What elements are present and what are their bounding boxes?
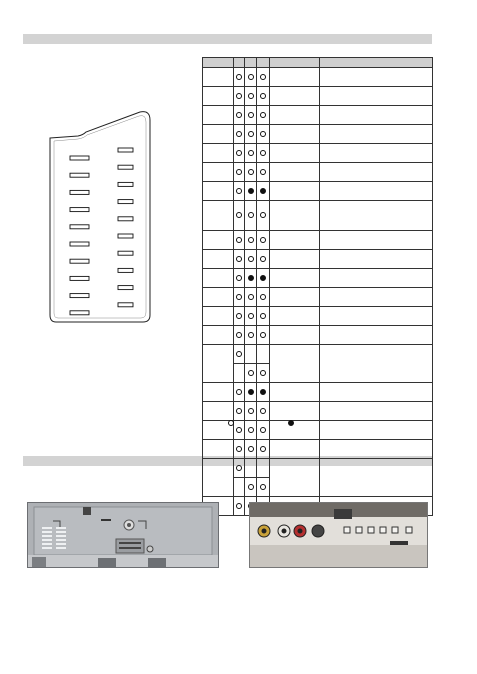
signal-cell [257, 87, 270, 106]
signal-cell [257, 459, 270, 478]
scart-pin [70, 311, 89, 315]
open-circle-icon [248, 74, 254, 80]
table-row [203, 440, 433, 459]
signal-cell [234, 269, 245, 288]
signal-cell [234, 459, 245, 478]
table-header-cell [234, 58, 245, 68]
filled-circle-icon [260, 275, 266, 281]
open-circle-icon [236, 150, 242, 156]
table-row [203, 106, 433, 125]
signal-name-cell [270, 201, 320, 231]
empty-cell [248, 465, 254, 471]
table-row [203, 364, 433, 383]
open-circle-icon [260, 237, 266, 243]
description-cell [320, 68, 433, 87]
description-cell [320, 125, 433, 144]
table-row [203, 68, 433, 87]
signal-cell [234, 87, 245, 106]
signal-cell [234, 106, 245, 125]
scart-pin [70, 173, 89, 177]
open-circle-icon [236, 188, 242, 194]
description-cell [320, 288, 433, 307]
open-circle-icon [236, 313, 242, 319]
signal-cell [234, 144, 245, 163]
pin-number-cell [203, 201, 234, 231]
description-cell [320, 478, 433, 497]
signal-name-cell [270, 231, 320, 250]
description-cell [320, 421, 433, 440]
table-row [203, 459, 433, 478]
signal-cell [245, 182, 257, 201]
signal-cell [257, 201, 270, 231]
signal-cell [257, 68, 270, 87]
description-cell [320, 250, 433, 269]
pin-number-cell [203, 106, 234, 125]
empty-cell [260, 351, 266, 357]
open-circle-icon [260, 212, 266, 218]
signal-name-cell [270, 182, 320, 201]
signal-cell [257, 163, 270, 182]
pin-number-cell [203, 144, 234, 163]
signal-name-cell [270, 345, 320, 364]
filled-circle-icon [260, 389, 266, 395]
signal-cell [245, 201, 257, 231]
pin-number-cell [203, 459, 234, 478]
signal-cell [234, 288, 245, 307]
open-circle-icon [260, 112, 266, 118]
open-circle-icon [260, 370, 266, 376]
description-cell [320, 163, 433, 182]
scart-pin-table [202, 57, 433, 516]
scart-pin [118, 182, 133, 186]
signal-cell [257, 250, 270, 269]
signal-cell [245, 68, 257, 87]
filled-circle-icon [248, 275, 254, 281]
open-circle-icon [248, 212, 254, 218]
signal-cell [245, 87, 257, 106]
signal-cell [245, 326, 257, 345]
open-circle-icon [260, 484, 266, 490]
table-row [203, 383, 433, 402]
signal-cell [245, 163, 257, 182]
open-circle-icon [248, 150, 254, 156]
signal-cell [245, 231, 257, 250]
scart-pin [118, 286, 133, 290]
signal-cell [234, 307, 245, 326]
scart-pin [70, 242, 89, 246]
description-cell [320, 459, 433, 478]
open-circle-icon [260, 446, 266, 452]
signal-cell [234, 182, 245, 201]
scart-pin [118, 268, 133, 272]
description-cell [320, 201, 433, 231]
signal-cell [257, 402, 270, 421]
signal-cell [234, 163, 245, 182]
open-circle-icon [260, 313, 266, 319]
scart-pin [118, 200, 133, 204]
open-circle-icon [236, 169, 242, 175]
legend-filled-circle-icon [288, 420, 294, 426]
open-circle-icon [236, 389, 242, 395]
signal-name-cell [270, 68, 320, 87]
table-header-cell [270, 58, 320, 68]
signal-cell [245, 106, 257, 125]
pin-number-cell [203, 231, 234, 250]
signal-cell [257, 125, 270, 144]
signal-name-cell [270, 364, 320, 383]
open-circle-icon [236, 74, 242, 80]
filled-circle-icon [248, 389, 254, 395]
signal-cell [234, 440, 245, 459]
open-circle-icon [260, 150, 266, 156]
signal-cell [257, 106, 270, 125]
table-row [203, 125, 433, 144]
scart-pin [118, 234, 133, 238]
open-circle-icon [236, 93, 242, 99]
open-circle-icon [248, 169, 254, 175]
open-circle-icon [260, 131, 266, 137]
open-circle-icon [236, 465, 242, 471]
pin-number-cell [203, 402, 234, 421]
table-row [203, 87, 433, 106]
description-cell [320, 364, 433, 383]
signal-cell [234, 201, 245, 231]
pin-number-cell [203, 307, 234, 326]
table-row [203, 326, 433, 345]
filled-circle-icon [248, 188, 254, 194]
signal-name-cell [270, 307, 320, 326]
table-header-cell [245, 58, 257, 68]
open-circle-icon [248, 294, 254, 300]
signal-cell [257, 326, 270, 345]
open-circle-icon [260, 169, 266, 175]
table-row [203, 250, 433, 269]
pin-number-cell [203, 250, 234, 269]
scart-pin [118, 148, 133, 152]
open-circle-icon [248, 408, 254, 414]
pin-number-cell [203, 364, 234, 383]
description-cell [320, 144, 433, 163]
open-circle-icon [248, 370, 254, 376]
signal-cell [245, 345, 257, 364]
description-cell [320, 402, 433, 421]
open-circle-icon [236, 131, 242, 137]
table-row [203, 163, 433, 182]
open-circle-icon [236, 212, 242, 218]
filled-circle-icon [260, 188, 266, 194]
legend-open-circle-icon [228, 420, 234, 426]
open-circle-icon [260, 256, 266, 262]
signal-cell [257, 383, 270, 402]
rear-panel-photo [27, 502, 219, 568]
description-cell [320, 383, 433, 402]
open-circle-icon [236, 237, 242, 243]
description-cell [320, 182, 433, 201]
table-row [203, 345, 433, 364]
signal-cell [257, 231, 270, 250]
table-header-cell [257, 58, 270, 68]
empty-cell [248, 351, 254, 357]
open-circle-icon [248, 446, 254, 452]
signal-name-cell [270, 269, 320, 288]
empty-cell [260, 465, 266, 471]
section-header-bar-top [23, 34, 432, 44]
pin-number-cell [203, 383, 234, 402]
signal-cell [245, 478, 257, 497]
description-cell [320, 87, 433, 106]
table-row [203, 144, 433, 163]
table-row [203, 478, 433, 497]
table-row [203, 269, 433, 288]
pin-number-cell [203, 345, 234, 364]
open-circle-icon [248, 237, 254, 243]
scart-pin [70, 208, 89, 212]
table-header-cell [203, 58, 234, 68]
signal-cell [245, 307, 257, 326]
open-circle-icon [248, 131, 254, 137]
table-row [203, 307, 433, 326]
description-cell [320, 307, 433, 326]
signal-cell [245, 288, 257, 307]
signal-cell [234, 231, 245, 250]
empty-cell [236, 370, 242, 376]
table-row [203, 288, 433, 307]
open-circle-icon [248, 93, 254, 99]
table-row [203, 182, 433, 201]
open-circle-icon [236, 275, 242, 281]
empty-cell [236, 484, 242, 490]
table-row [203, 402, 433, 421]
pin-number-cell [203, 87, 234, 106]
scart-pin [70, 156, 89, 160]
description-cell [320, 345, 433, 364]
signal-cell [245, 269, 257, 288]
open-circle-icon [248, 332, 254, 338]
pin-number-cell [203, 288, 234, 307]
description-cell [320, 440, 433, 459]
signal-cell [257, 269, 270, 288]
scart-pin [70, 225, 89, 229]
description-cell [320, 231, 433, 250]
signal-cell [257, 364, 270, 383]
open-circle-icon [236, 294, 242, 300]
side-panel-photo [249, 502, 428, 568]
signal-cell [234, 250, 245, 269]
open-circle-icon [260, 408, 266, 414]
table-row [203, 231, 433, 250]
description-cell [320, 269, 433, 288]
open-circle-icon [236, 351, 242, 357]
legend [228, 420, 308, 430]
open-circle-icon [236, 408, 242, 414]
scart-pin [70, 190, 89, 194]
pin-number-cell [203, 326, 234, 345]
signal-cell [257, 440, 270, 459]
signal-name-cell [270, 106, 320, 125]
signal-cell [245, 402, 257, 421]
scart-pin [70, 276, 89, 280]
pin-number-cell [203, 68, 234, 87]
scart-pin [118, 217, 133, 221]
signal-name-cell [270, 288, 320, 307]
signal-name-cell [270, 383, 320, 402]
signal-name-cell [270, 440, 320, 459]
signal-cell [245, 125, 257, 144]
open-circle-icon [248, 112, 254, 118]
signal-cell [234, 125, 245, 144]
open-circle-icon [260, 74, 266, 80]
signal-name-cell [270, 144, 320, 163]
scart-pin [70, 259, 89, 263]
signal-name-cell [270, 250, 320, 269]
description-cell [320, 106, 433, 125]
open-circle-icon [260, 332, 266, 338]
signal-cell [257, 478, 270, 497]
signal-cell [245, 440, 257, 459]
scart-outline [50, 112, 150, 322]
scart-pin [118, 165, 133, 169]
open-circle-icon [236, 446, 242, 452]
signal-cell [257, 144, 270, 163]
signal-cell [234, 326, 245, 345]
signal-cell [257, 345, 270, 364]
signal-cell [245, 144, 257, 163]
signal-cell [234, 497, 245, 516]
pin-number-cell [203, 440, 234, 459]
description-cell [320, 326, 433, 345]
signal-name-cell [270, 326, 320, 345]
open-circle-icon [248, 256, 254, 262]
open-circle-icon [236, 332, 242, 338]
signal-cell [234, 402, 245, 421]
signal-cell [245, 364, 257, 383]
open-circle-icon [236, 503, 242, 509]
pin-number-cell [203, 269, 234, 288]
table-row [203, 201, 433, 231]
signal-cell [257, 288, 270, 307]
signal-cell [234, 478, 245, 497]
signal-cell [234, 364, 245, 383]
signal-name-cell [270, 402, 320, 421]
signal-name-cell [270, 125, 320, 144]
signal-cell [234, 383, 245, 402]
signal-name-cell [270, 163, 320, 182]
signal-cell [257, 182, 270, 201]
pin-number-cell [203, 182, 234, 201]
table-header-cell [320, 58, 433, 68]
scart-pin [118, 251, 133, 255]
signal-cell [234, 68, 245, 87]
signal-cell [245, 383, 257, 402]
signal-name-cell [270, 478, 320, 497]
signal-name-cell [270, 87, 320, 106]
signal-cell [257, 307, 270, 326]
open-circle-icon [248, 313, 254, 319]
open-circle-icon [260, 93, 266, 99]
signal-cell [245, 459, 257, 478]
pin-number-cell [203, 125, 234, 144]
signal-cell [234, 345, 245, 364]
scart-pin [70, 294, 89, 298]
open-circle-icon [236, 256, 242, 262]
pin-number-cell [203, 478, 234, 497]
signal-cell [245, 250, 257, 269]
open-circle-icon [236, 112, 242, 118]
open-circle-icon [260, 294, 266, 300]
scart-pin [118, 303, 133, 307]
pin-number-cell [203, 163, 234, 182]
signal-name-cell [270, 459, 320, 478]
scart-connector-diagram [46, 110, 158, 324]
open-circle-icon [248, 484, 254, 490]
